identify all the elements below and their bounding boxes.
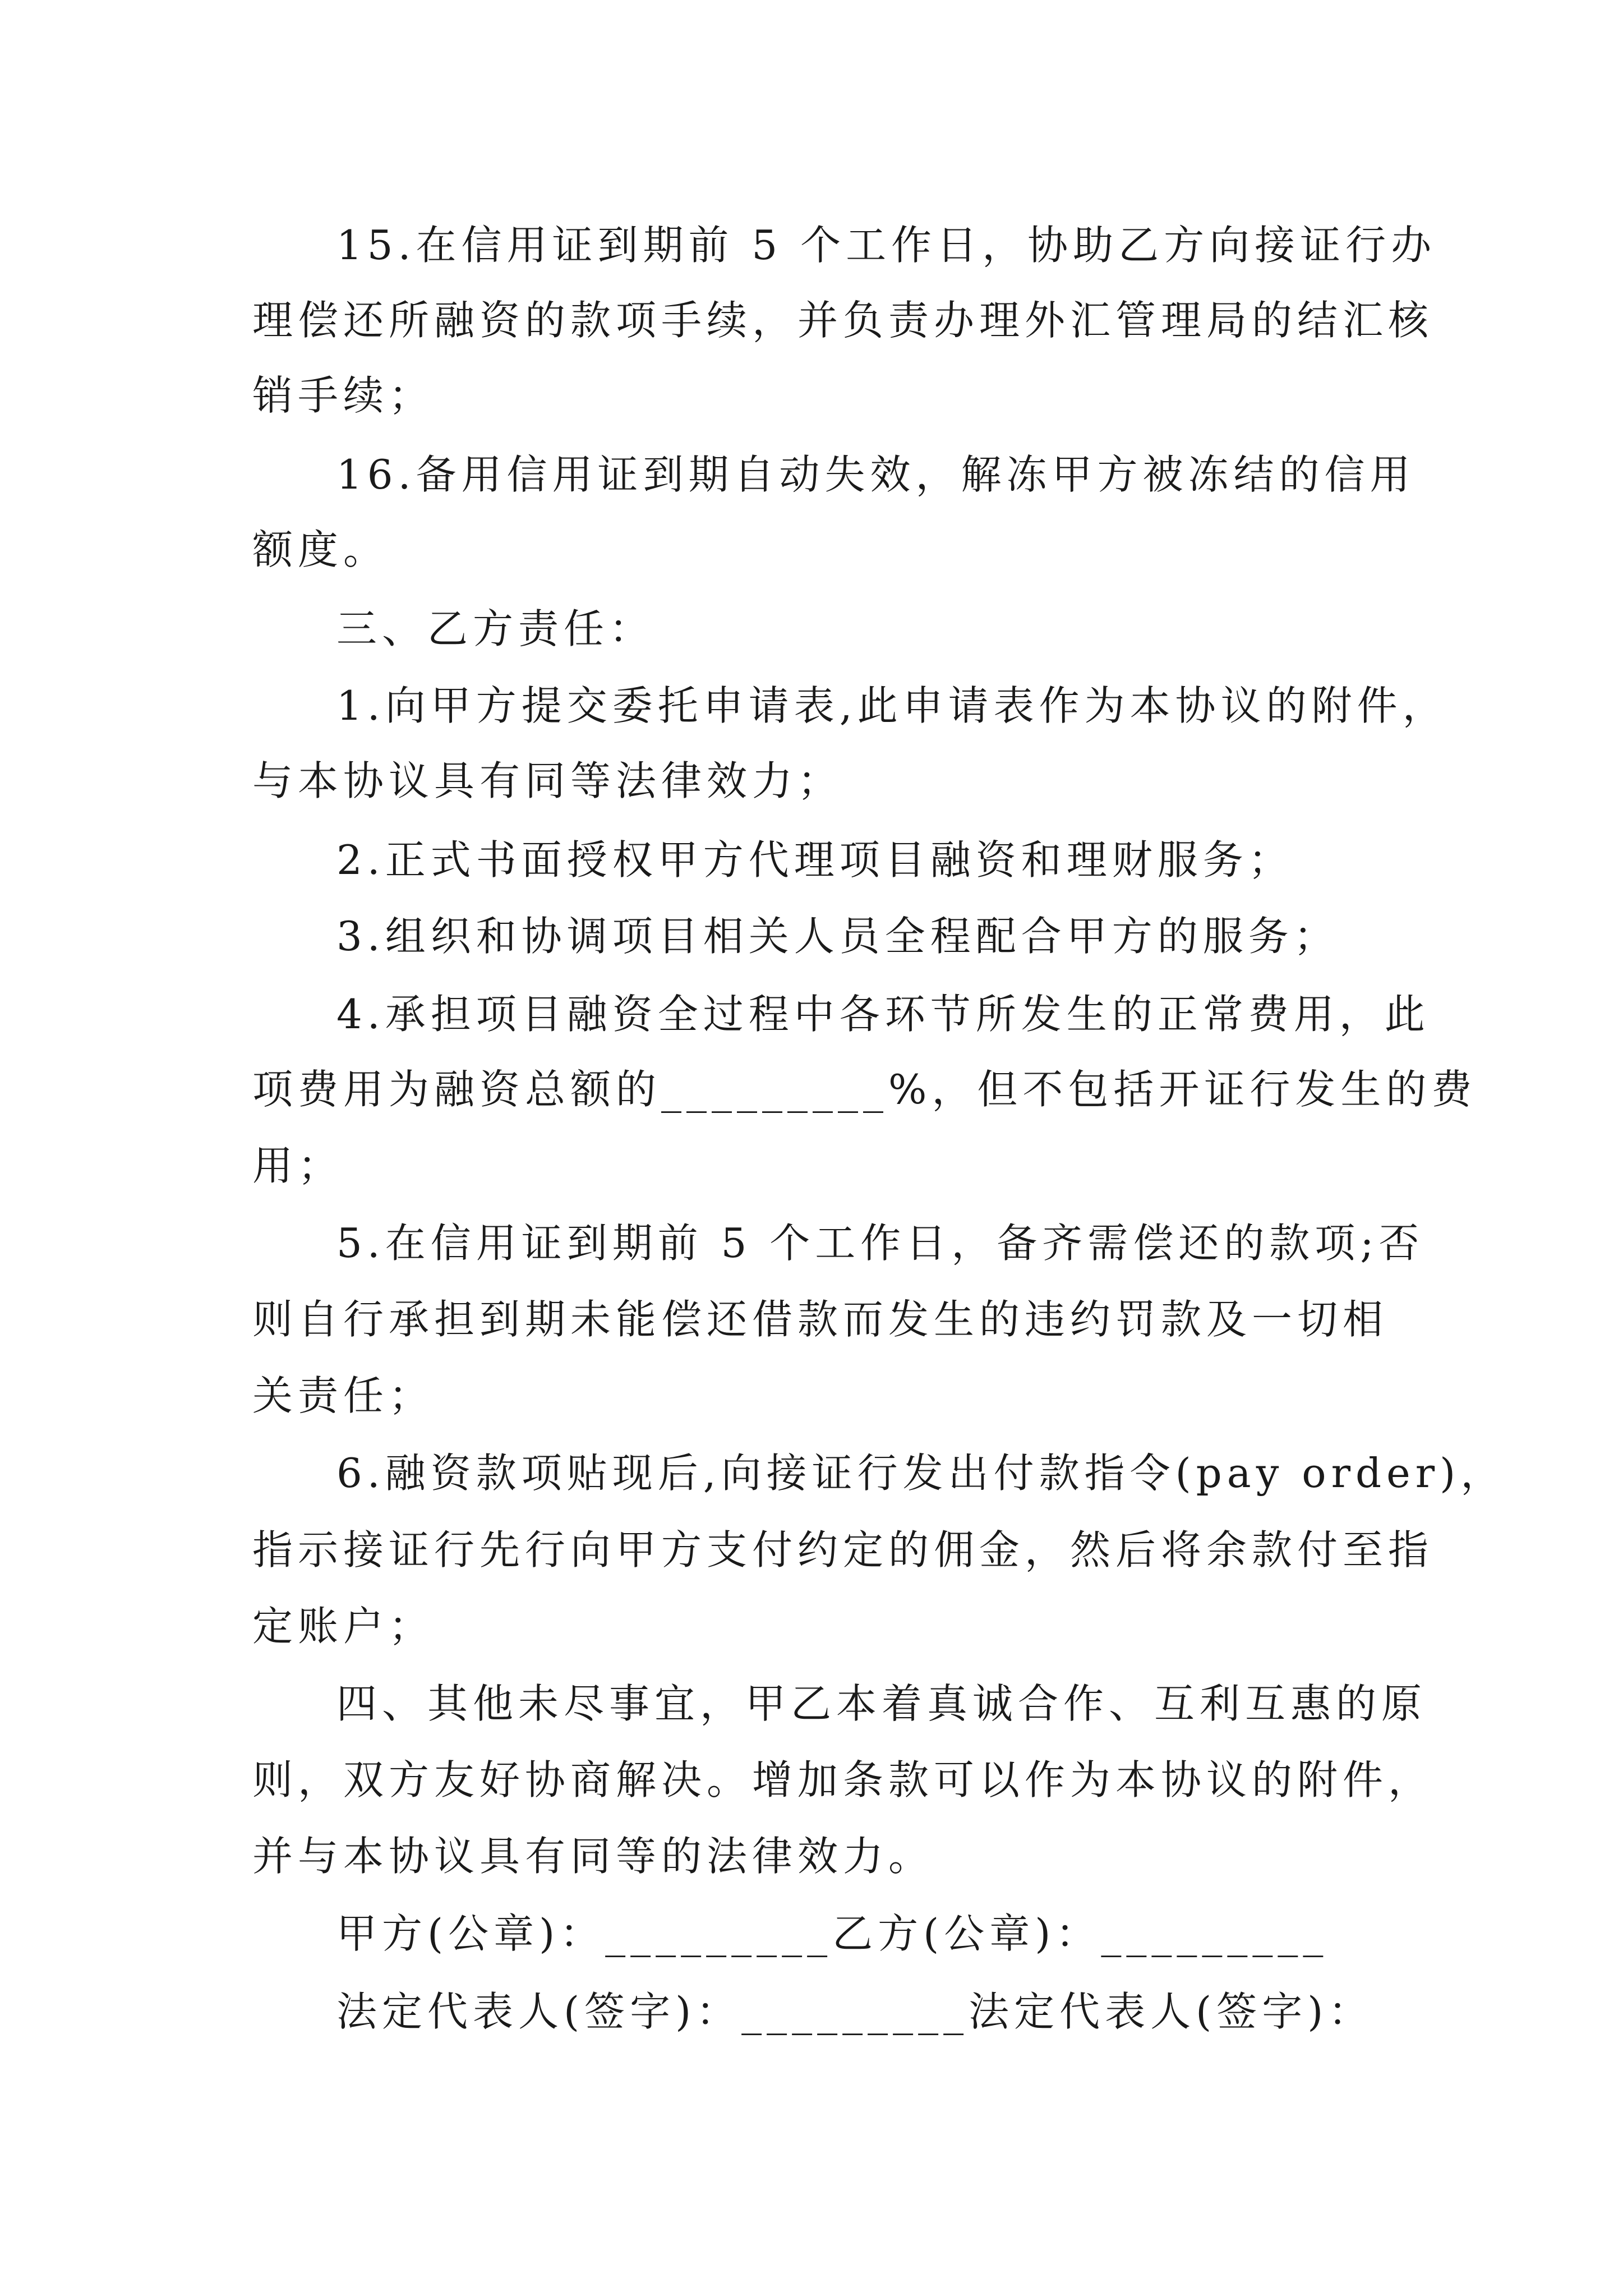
item-5-line-2: 则自行承担到期未能偿还借款而发生的违约罚款及一切相 <box>252 1296 1389 1343</box>
item-4-line-1: 4.承担项目融资全过程中各环节所发生的正常费用，此 <box>336 991 1430 1038</box>
item-3: 3.组织和协调项目相关人员全程配合甲方的服务； <box>336 913 1339 960</box>
item-1-line-2: 与本协议具有同等法律效力； <box>252 757 843 804</box>
para-15-line-3: 销手续； <box>252 372 435 419</box>
item-6-line-2: 指示接证行先行向甲方支付约定的佣金，然后将余款付至指 <box>252 1526 1434 1573</box>
representative-signature-line: 法定代表人(签字)：_________法定代表人(签字)： <box>336 1988 1374 2035</box>
section-4-line-2: 则，双方友好协商解决。增加条款可以作为本协议的附件， <box>252 1756 1434 1803</box>
item-2: 2.正式书面授权甲方代理项目融资和理财服务； <box>336 836 1294 884</box>
section-4-line-1: 四、其他未尽事宜，甲乙本着真诚合作、互利互惠的原 <box>336 1680 1427 1727</box>
para-15-line-1: 15.在信用证到期前 5 个工作日，协助乙方向接证行办 <box>336 222 1437 269</box>
section-4-line-3: 并与本协议具有同等的法律效力。 <box>252 1833 934 1880</box>
item-5-line-1: 5.在信用证到期前 5 个工作日，备齐需偿还的款项;否 <box>336 1220 1424 1267</box>
party-seal-line: 甲方(公章)：_________乙方(公章)：_________ <box>336 1910 1329 1957</box>
item-4-line-2: 项费用为融资总额的_________%，但不包括开证行发生的费 <box>252 1066 1477 1113</box>
para-16-line-2: 额度。 <box>252 526 389 573</box>
section-3-heading: 三、乙方责任： <box>336 605 655 652</box>
para-16-line-1: 16.备用信用证到期自动失效，解冻甲方被冻结的信用 <box>336 451 1415 498</box>
item-4-line-3: 用； <box>252 1142 344 1189</box>
item-5-line-3: 关责任； <box>252 1372 435 1419</box>
item-6-line-1: 6.融资款项贴现后,向接证行发出付款指令(pay order)， <box>336 1450 1506 1497</box>
item-1-line-1: 1.向甲方提交委托申请表,此申请表作为本协议的附件， <box>336 682 1448 729</box>
item-6-line-3: 定账户； <box>252 1603 435 1650</box>
para-15-line-2: 理偿还所融资的款项手续，并负责办理外汇管理局的结汇核 <box>252 297 1434 344</box>
